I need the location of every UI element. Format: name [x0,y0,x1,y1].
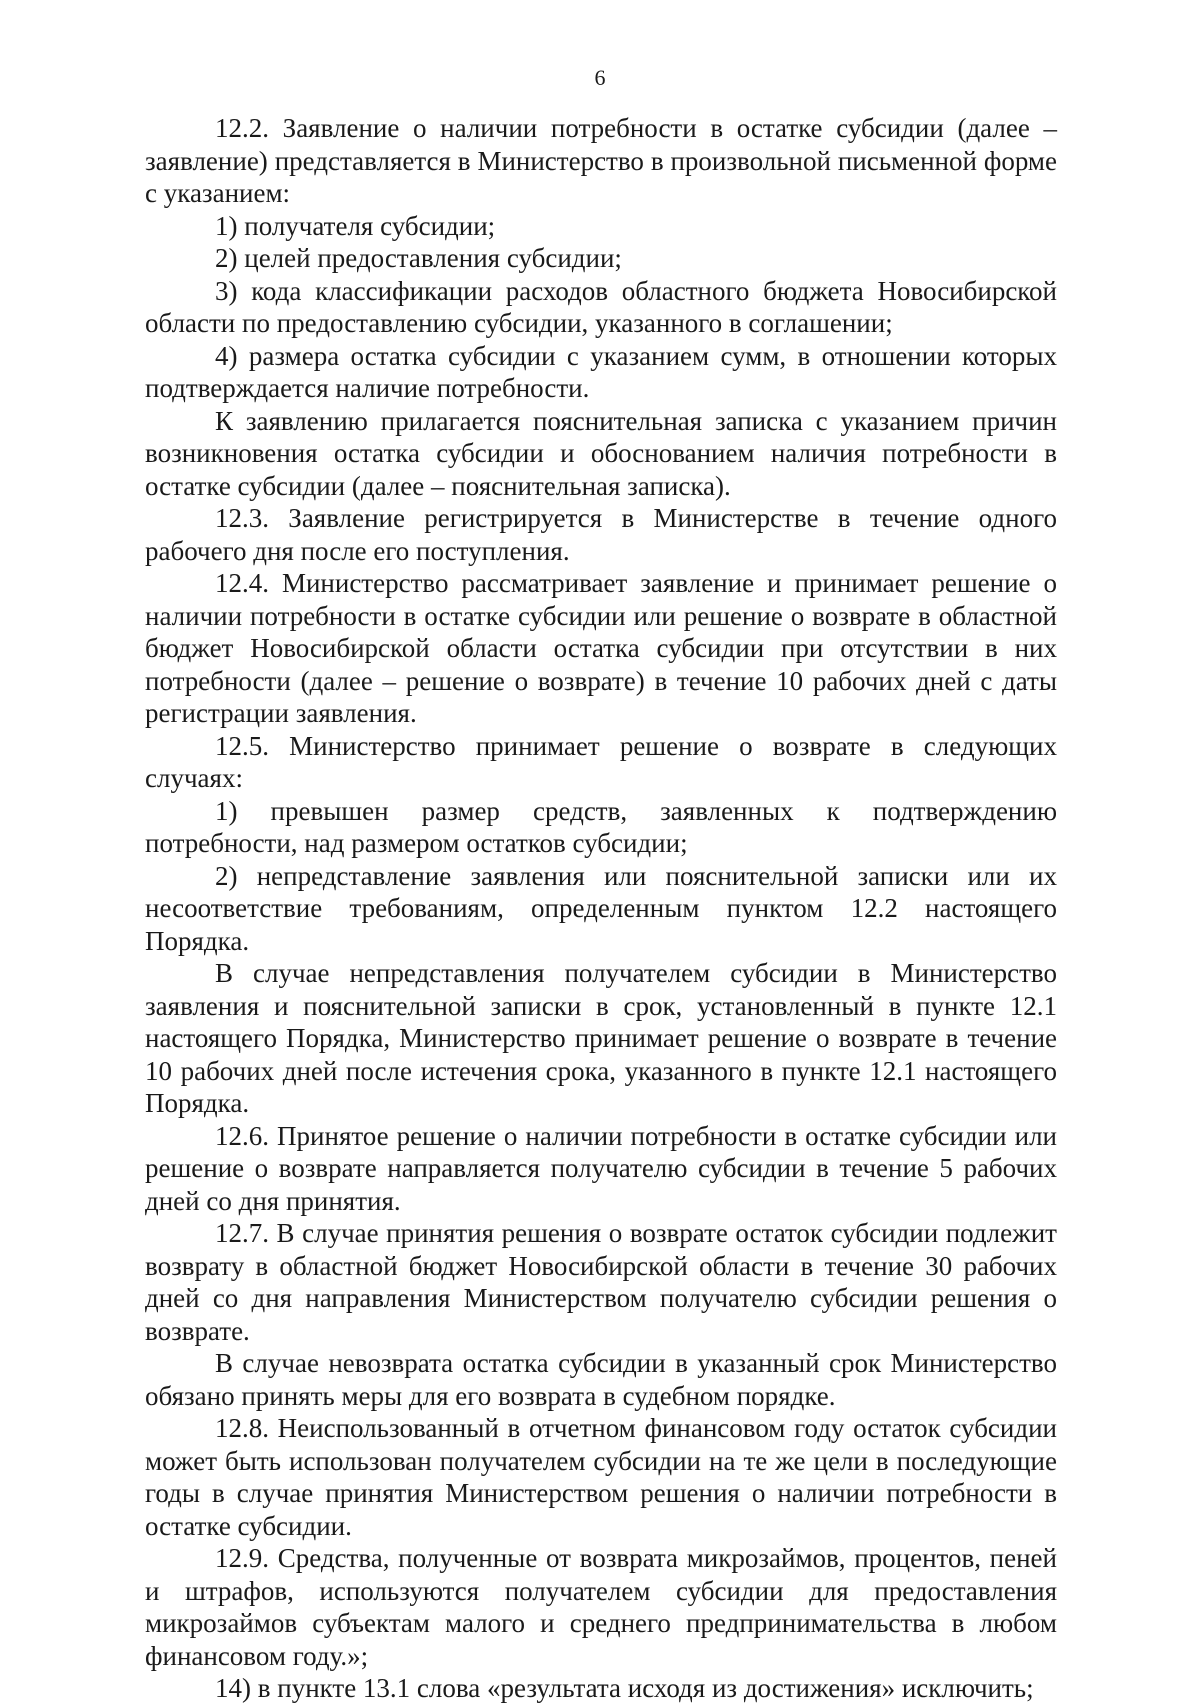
paragraph-explanatory-note: К заявлению прилагается пояснительная записка с указанием причин возникновения остатка субсидии и обоснованием наличия потребности в остатке субсидии (далее – пояснительная записка). [145,405,1057,501]
paragraph-12-6: 12.6. Принятое решение о наличии потребности в остатке субсидии или решение о возврате направляется получателю субсидии в течение 5 рабочих дней со дня принятия. [145,1120,1057,1216]
list-item-2-return: 2) непредставление заявления или пояснительной записки или их несоответствие требованиям, определенным пунктом 12.2 настоящего Порядка. [145,860,1057,956]
list-item-1: 1) получателя субсидии; [215,210,496,241]
list-item-2: 2) целей предоставления субсидии; [215,243,622,273]
paragraph-item-14: 14) в пункте 13.1 слова «результата исходя из достижения» исключить; [215,1673,1034,1703]
paragraph-12-2: 12.2. Заявление о наличии потребности в остатке субсидии (далее – заявление) представляется в Министерство в произвольной письменной форме с указанием: [145,113,1057,208]
list-item-1-return: 1) превышен размер средств, заявленных к подтверждению потребности, над размером остатков субсидии; [145,795,1057,858]
paragraph-non-submission: В случае непредставления получателем субсидии в Министерство заявления и пояснительной записки в срок, установленный в пункте 12.1 настоящего Порядка, Министерство принимает решение о возврате в течение 10 рабочих дней после истечения срока, указанного в пункте 12.1 настоящего Порядка. [145,958,1057,1118]
list-item-3: 3) кода классификации расходов областного бюджета Новосибирской области по предоставлению субсидии, указанного в соглашении; [145,275,1057,338]
paragraph-12-5: 12.5. Министерство принимает решение о возврате в следующих случаях: [145,730,1057,793]
paragraph-12-9: 12.9. Средства, полученные от возврата микрозаймов, процентов, пеней и штрафов, используются получателем субсидии для предоставления микрозаймов субъектам малого и среднего предпринимательства в любом финансовом году.»; [145,1543,1057,1671]
paragraph-12-3: 12.3. Заявление регистрируется в Министерстве в течение одного рабочего дня после его поступления. [145,503,1057,566]
paragraph-12-7: 12.7. В случае принятия решения о возврате остаток субсидии подлежит возврату в областной бюджет Новосибирской области в течение 30 рабочих дней со дня направления Министерством получателю субсидии решения о возврате. [145,1218,1057,1346]
paragraph-12-4: 12.4. Министерство рассматривает заявление и принимает решение о наличии потребности в остатке субсидии или решение о возврате в областной бюджет Новосибирской области остатка субсидии при отсутствии в них потребности (далее – решение о возврате) в течение 10 рабочих дней с даты регистрации заявления. [145,568,1057,728]
paragraph-non-return: В случае невозврата остатка субсидии в указанный срок Министерство обязано принять меры для его возврата в судебном порядке. [145,1348,1057,1411]
list-item-4: 4) размера остатка субсидии с указанием сумм, в отношении которых подтверждается наличие потребности. [145,340,1057,403]
paragraph-12-8: 12.8. Неиспользованный в отчетном финансовом году остаток субсидии может быть использован получателем субсидии на те же цели в последующие годы в случае принятия Министерством решения о наличии потребности в остатке субсидии. [145,1413,1057,1541]
document-body [145,112,1057,1705]
page-number: 6 [594,65,606,90]
